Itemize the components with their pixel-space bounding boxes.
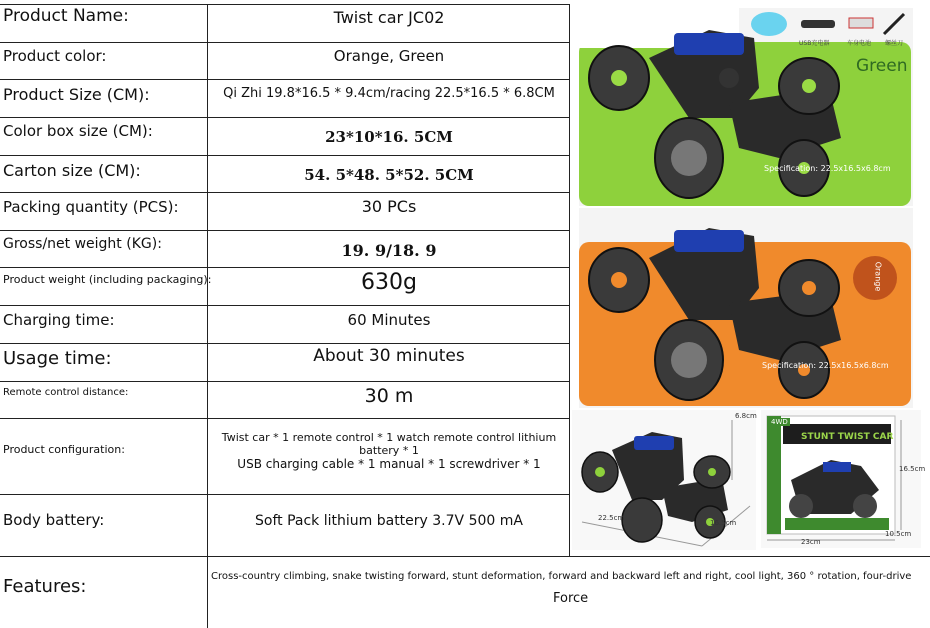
value-features-line-2: Force <box>553 591 589 606</box>
accessory-label-battery: 车身电池 <box>847 40 872 47</box>
value-configuration-line-2: battery * 1 <box>359 444 419 457</box>
value-product-color: Orange, Green <box>333 47 445 65</box>
orange-label: Orange <box>873 261 883 292</box>
dim-car-width: 16.5cm <box>710 519 737 527</box>
value-color-box-size: 23*10*16. 5CM <box>325 128 453 146</box>
dim-box-depth: 10.5cm <box>885 530 912 538</box>
spec-green: Specification: 22.5x16.5x6.8cm <box>764 164 891 173</box>
value-body-battery: Soft Pack lithium battery 3.7V 500 mA <box>255 513 523 529</box>
label-product-configuration: Product configuration: <box>3 443 125 456</box>
dim-box-length: 23cm <box>801 538 821 546</box>
value-product-weight: 630g <box>361 270 417 295</box>
orange-car-image <box>579 208 913 408</box>
value-usage-time: About 30 minutes <box>313 346 465 366</box>
value-charging-time: 60 Minutes <box>347 311 431 329</box>
accessory-label-screwdriver: 螺丝刀 <box>885 40 904 47</box>
box-badge: 4WD <box>771 418 788 426</box>
spec-orange: Specification: 22.5x16.5x6.8cm <box>762 361 889 370</box>
value-packing-quantity: 30 PCs <box>361 197 417 216</box>
label-gross-net-weight: Gross/net weight (KG): <box>3 236 162 252</box>
box-dimensions-image <box>761 410 926 548</box>
label-features: Features: <box>3 576 87 597</box>
dim-car-length: 22.5cm <box>598 514 625 522</box>
label-product-name: Product Name: <box>3 6 129 26</box>
label-packing-quantity: Packing quantity (PCS): <box>3 198 179 216</box>
dim-car-height: 6.8cm <box>735 412 757 420</box>
value-configuration-line-3: USB charging cable * 1 manual * 1 screwdriver * 1 <box>237 457 541 471</box>
value-product-size: Qi Zhi 19.8*16.5 * 9.4cm/racing 22.5*16.5 * 6.8CM <box>223 86 555 101</box>
label-charging-time: Charging time: <box>3 311 115 329</box>
label-color-box-size: Color box size (CM): <box>3 122 153 140</box>
green-car-image <box>579 8 913 206</box>
box-title: STUNT TWIST CAR <box>801 432 894 442</box>
value-features-line-1: Cross-country climbing, snake twisting forward, stunt deformation, forward and backward left and right, cool light, 360 ° rotation, four-drive <box>211 571 912 582</box>
green-label: Green <box>856 56 908 76</box>
label-product-color: Product color: <box>3 47 107 65</box>
dim-box-height: 16.5cm <box>899 465 926 473</box>
label-remote-distance: Remote control distance: <box>3 387 129 398</box>
car-dimensions-image <box>572 410 756 550</box>
label-product-size: Product Size (CM): <box>3 85 150 104</box>
value-carton-size: 54. 5*48. 5*52. 5CM <box>304 166 474 184</box>
label-carton-size: Carton size (CM): <box>3 161 141 180</box>
value-configuration-line-1: Twist car * 1 remote control * 1 watch remote control lithium <box>221 431 557 444</box>
value-remote-distance: 30 m <box>364 385 414 407</box>
label-body-battery: Body battery: <box>3 511 105 529</box>
label-product-weight: Product weight (including packaging): <box>3 273 212 286</box>
label-usage-time: Usage time: <box>3 348 112 369</box>
value-gross-net-weight: 19. 9/18. 9 <box>341 241 437 260</box>
value-product-name: Twist car JC02 <box>333 8 445 27</box>
accessory-label-usb: USB充电器 <box>799 40 830 47</box>
